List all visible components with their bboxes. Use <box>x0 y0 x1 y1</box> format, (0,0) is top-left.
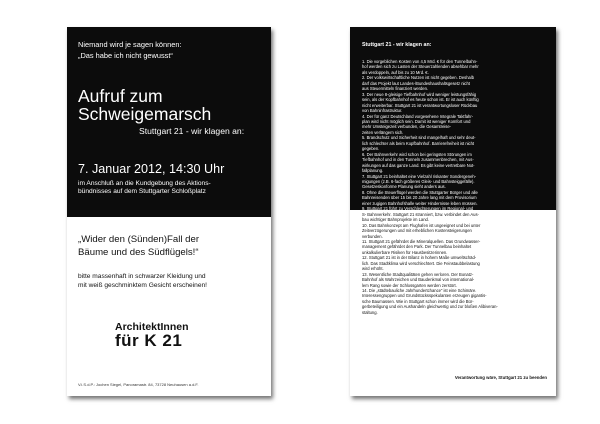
claim-line: 2. Der volkswirtschaftliche Nutzen ist nicht gegeben. Deshalb <box>362 75 475 81</box>
claim-line: 4. Der für ganz Deutschland vorgesehene Integrale Taktfahr- <box>362 113 474 119</box>
claim-line: fallplanung. <box>362 168 384 174</box>
claim-line: 5. Brandschutz und Sicherheit sind mangelhaft und sehr deut- <box>362 135 476 141</box>
claim-line: aus Steuermitteln finanziert werden. <box>362 86 429 92</box>
claim-line: gegeben. <box>362 146 380 152</box>
headline-line-2: Schweigemarsch <box>78 104 212 124</box>
claim-line: darf das Projekt laut Landes-/Bundeshaushaltsgesetz nicht <box>362 80 470 86</box>
claim-line: management gefährdet den Park. Der Tunnelbau beinhaltet <box>362 244 472 250</box>
claim-line: 12. Stuttgart 21 ist in der Bilanz in hohem Maße umweltschäd- <box>362 255 477 261</box>
claim-line: staltung. <box>362 309 378 315</box>
claim-line: zeiten verlängern sich. <box>362 129 404 135</box>
claim-line: 1. Die vorgeblichen Kosten von 4,5 Mrd. € für den Tunnelbahn- <box>362 59 478 64</box>
logo-line-2: für K 21 <box>115 331 183 350</box>
claim-line: S- Bahnverkehr. Stuttgart 21 stranniert, bzw. verbindet den Aus- <box>362 211 479 217</box>
claim-line: Interessengruppen und Grundstücksspekulanten erzeugen gigantis- <box>362 293 487 299</box>
claim-line: sein, als der Kopfbahnhof es heute schon ist. Er ist auch künftig <box>362 97 479 103</box>
claim-line: 14. Die „städtebauliche Jahrhundertchance“ ist eine Schimäre. <box>362 288 477 294</box>
claim-line: unkalkulierbare Risiken für Hausbesitzerinnen. <box>362 249 448 255</box>
claim-line: migungen (z.B. 6-fach größeres Gleis- und Bahnsteiggefälle). <box>362 178 475 184</box>
quote-line-1: „Wider den (Sünden)Fall der <box>78 234 200 245</box>
claim-line: 8. Ohne die Steuerflügel werden die Stuttgarter Bürger und alle <box>362 189 478 195</box>
claim-line: nicht erweiterbar. Stuttgart 21 ist verantwortungsloser Rückbau <box>362 102 478 108</box>
headline-line-1: Aufruf zum <box>78 86 163 106</box>
claim-line: Zeitverzögerungen und mit erheblichen Kostensteigerungen <box>362 228 472 234</box>
claim-line: 9. Stuttgart 21 führt zu Verschlechterungen im Regional- und <box>362 206 474 212</box>
claim-line: Bahnhof als Wahrzeichen und Baudenkmal von international- <box>362 277 475 283</box>
claim-line: wird erhöht. <box>362 266 384 272</box>
claim-line: 11. Stuttgart 21 gefährdet die Mineralquellen. Das Grundwasser- <box>362 238 481 244</box>
intro-line-1: Niemand wird je sagen können: <box>78 40 182 49</box>
back-title: Stuttgart 21 - wir klagen an: <box>362 42 432 48</box>
subhead: Stuttgart 21 - wir klagen an: <box>139 126 245 136</box>
claim-line: 13. Wesentliche Stadtqualitäten gehen verloren. Der Bonatz- <box>362 271 474 277</box>
back-footer: Verantwortung wäre, Stuttgart 21 zu beenden <box>454 375 547 380</box>
where-line-2: bündnisses auf dem Stuttgarter Schloßplatz <box>78 188 206 195</box>
appeal-line-2: mit weiß geschminktem Gesicht erscheinen! <box>78 282 207 289</box>
imprint: V.i.S.d.P.: Jochen Siegel, Panoramastr. 84, 73728 Neuhausen a.d.F. <box>78 382 199 387</box>
claim-line: lem Rang sowie der Schlossgarten werden zerstört. <box>362 282 457 288</box>
appeal-line-1: bitte massenhaft in schwarzer Kleidung und <box>78 273 206 280</box>
claim-line: als verdoppeln, auf bis zu 10 Mrd. €. <box>362 69 429 75</box>
claims-list <box>362 59 546 315</box>
claim-line: plan wird nicht möglich sein. Damit ist weniger Komfort und <box>362 118 471 124</box>
quote-line-2: Bäume und des Südflügels!“ <box>78 247 199 258</box>
claim-line: 10. Das Bahnkonzept am Flughafen ist ungeeignet und bei unter <box>362 222 481 228</box>
claim-line: Tiefbahnhof und in den Tunneln zusammenbrechen, mit Aus- <box>362 157 474 163</box>
claim-line: lich. Das Stadtklima wird verschlechtert. Die Feinstaubbelastung <box>362 260 480 266</box>
where-line-1: im Anschluß an die Kundgebung des Aktions- <box>78 180 211 187</box>
event-date: 7. Januar 2012, 14:30 Uhr <box>78 162 225 176</box>
claim-line: lich schlechter als beim Kopfbahnhof. Barrierefreiheit ist nicht <box>362 140 475 146</box>
front-flyer <box>67 27 271 396</box>
claim-line: Bahnreisenden über 15 bis 20 Jahre lang mit dem Provisorium <box>362 195 477 201</box>
claim-line: gerbeteiligung und ein Aushandeln gleichwertig und zur bloßen Alibiveran- <box>362 304 498 310</box>
logo-line-1: ArchitektInnen <box>115 321 189 333</box>
claim-line: wirkungen auf das ganze Land. Es gibt keine vertretbare Not- <box>362 162 475 168</box>
claim-line: 7. Stuttgart 21 beinhaltet eine Vielzahl riskanter Sondergeneh- <box>362 173 477 179</box>
claim-line: hof werden sich zu Lasten der Steuerzahlenden absehbar mehr <box>362 64 479 70</box>
claim-line: sche Baumassen. Wie in Stuttgart schon immer wird die Bür- <box>362 298 474 304</box>
claim-line: verbunden. <box>362 233 383 239</box>
claim-line: von Bahninfrastruktur. <box>362 108 403 114</box>
back-flyer <box>350 27 556 396</box>
claim-line: mehr Umsteigezeit verbunden, die Gesamtreise- <box>362 124 452 130</box>
claim-line: bau wichtiger Bahnprojekte im Land. <box>362 217 429 223</box>
claim-line: 3. Der neue 8-gleisige Tiefbahnhof wird weniger leistungsfähig <box>362 91 477 97</box>
intro-line-2: „Das habe ich nicht gewusst“ <box>78 51 173 60</box>
claim-line: einer zugigen Bahnhofshalle weiter Hindernisse leben müssen. <box>362 200 478 206</box>
claim-line: 6. Der Bahnverkehr wird schon bei geringsten Störungen im <box>362 151 472 157</box>
claim-line: Gesetzeskonforme Planung sieht anders aus. <box>362 184 446 190</box>
